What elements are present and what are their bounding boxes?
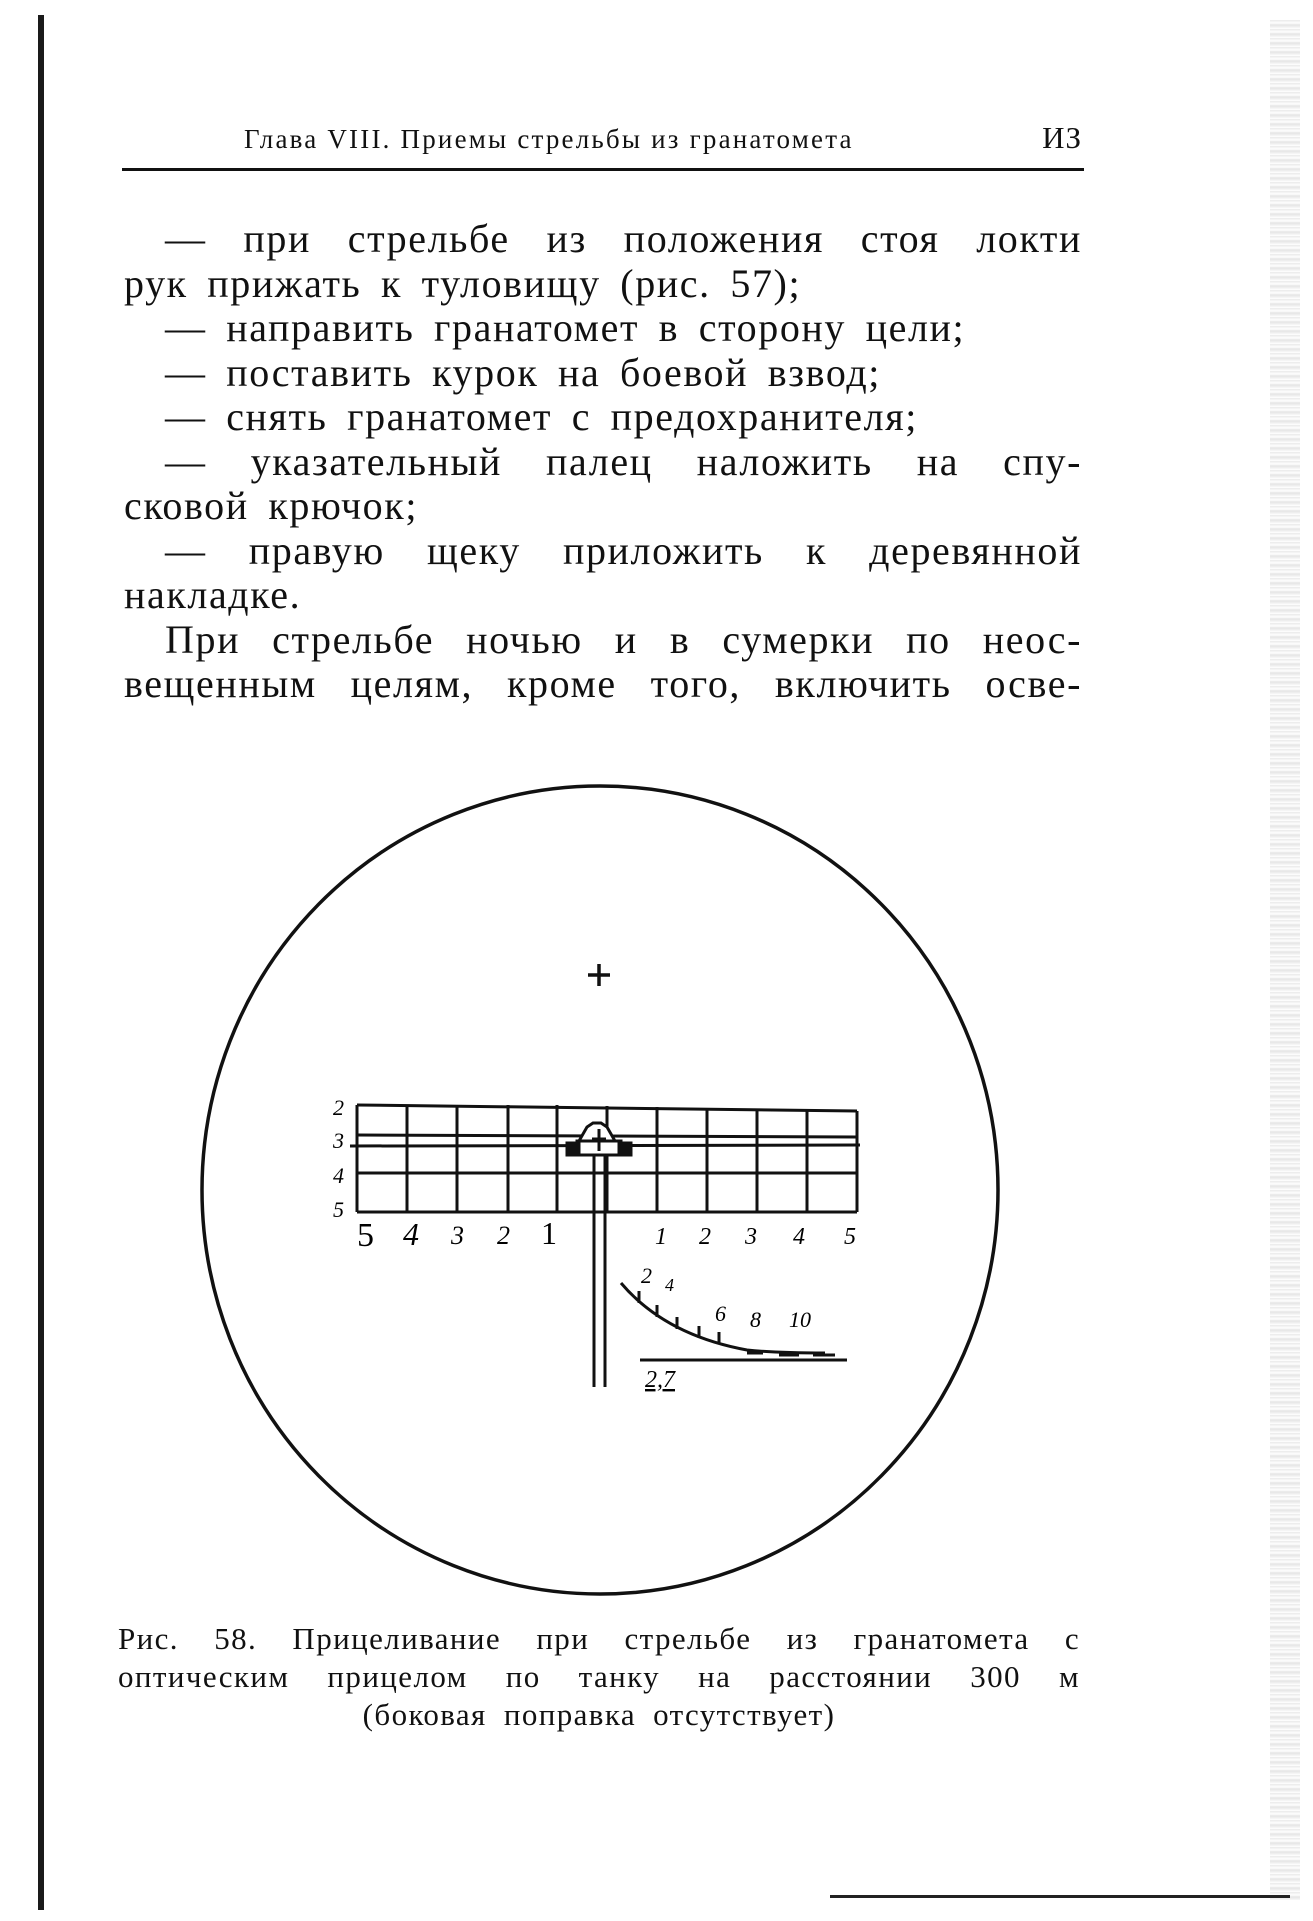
mark-label: 2,7 bbox=[645, 1367, 675, 1393]
left-scale-label: 1 bbox=[541, 1215, 557, 1251]
caption-line: Рис. 58. Прицеливание при стрельбе из гранатомета с bbox=[118, 1621, 1080, 1656]
text-line: — поставить курок на боевой взвод; bbox=[165, 349, 881, 395]
text-line: сковой крючок; bbox=[124, 483, 419, 528]
right-scale-label: 5 bbox=[844, 1224, 856, 1250]
right-scale-label: 3 bbox=[745, 1224, 757, 1250]
running-header bbox=[122, 118, 1084, 171]
figure-caption bbox=[118, 1620, 1080, 1734]
text-line: При стрельбе ночью и в сумерки по неос- bbox=[165, 616, 1082, 662]
left-scale-label: 4 bbox=[403, 1216, 419, 1252]
left-scale-label: 3 bbox=[451, 1221, 464, 1250]
row-label: 3 bbox=[333, 1128, 344, 1153]
page-scan-edge bbox=[1270, 20, 1300, 1900]
text-line: — при стрельбе из положения стоя локти bbox=[165, 216, 1082, 261]
text-line: рук прижать к туловищу (рис. 57); bbox=[124, 260, 802, 306]
text-line: накладке. bbox=[124, 572, 302, 617]
text-line: — указательный палец наложить на спу- bbox=[165, 438, 1082, 484]
row-label: 4 bbox=[333, 1163, 344, 1188]
range-grid bbox=[357, 1105, 857, 1212]
range-scale-label: 4 bbox=[665, 1275, 674, 1295]
aiming-cross-icon bbox=[588, 964, 610, 986]
caption-line: (боковая поправка отсутствует) bbox=[362, 1697, 836, 1732]
text-line: — снять гранатомет с предохранителя; bbox=[165, 394, 918, 439]
row-label: 5 bbox=[333, 1197, 344, 1222]
range-scale-label: 6 bbox=[715, 1301, 726, 1326]
range-scale-label: 10 bbox=[789, 1307, 811, 1332]
field-of-view-circle bbox=[202, 786, 998, 1594]
tank-target-icon bbox=[567, 1123, 631, 1155]
text-line: вещенным целям, кроме того, включить осве- bbox=[124, 661, 1082, 706]
range-scale-label: 2 bbox=[641, 1263, 652, 1288]
left-scale-label: 2 bbox=[497, 1221, 510, 1250]
vertical-post bbox=[594, 1155, 605, 1387]
text-line: — правую щеку приложить к деревянной bbox=[165, 527, 1082, 573]
page-binding-edge bbox=[38, 15, 44, 1910]
range-scale-label: 8 bbox=[750, 1307, 761, 1332]
page-bottom-rule bbox=[830, 1895, 1290, 1898]
page-number: ИЗ bbox=[1042, 120, 1082, 155]
right-scale-label: 4 bbox=[793, 1224, 805, 1250]
reticle-drawing bbox=[195, 775, 1015, 1605]
left-scale-label: 5 bbox=[357, 1217, 374, 1254]
row-label: 2 bbox=[333, 1095, 344, 1120]
right-scale-label: 1 bbox=[655, 1224, 667, 1250]
body-text bbox=[124, 217, 1082, 707]
right-scale-label: 2 bbox=[699, 1224, 711, 1250]
sight-reticle-figure bbox=[195, 775, 1015, 1605]
caption-line: оптическим прицелом по танку на расстоянии 300 м bbox=[118, 1659, 1080, 1694]
text-line: — направить гранатомет в сторону цели; bbox=[165, 305, 966, 350]
chapter-title: Глава VIII. Приемы стрельбы из гранатомета bbox=[244, 124, 854, 154]
